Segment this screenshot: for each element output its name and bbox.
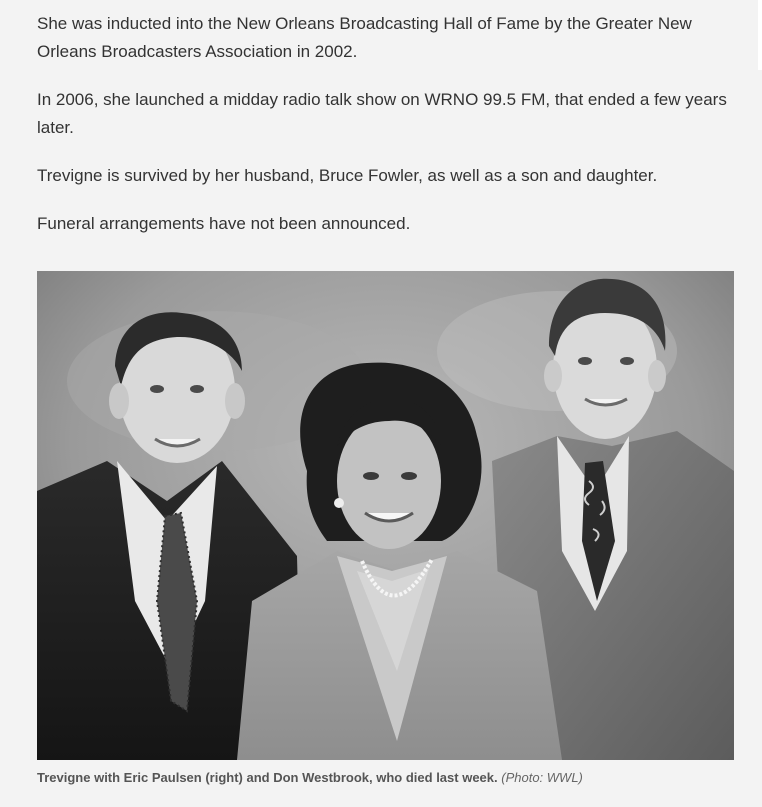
photo-illustration	[37, 271, 734, 760]
paragraph-hall-of-fame: She was inducted into the New Orleans Broadcasting Hall of Fame by the Greater New Orleans Broadcasters Association in 2002.	[37, 14, 692, 61]
article-photo[interactable]	[37, 271, 734, 760]
paragraph-funeral: Funeral arrangements have not been announced.	[37, 214, 411, 233]
scroll-edge	[758, 0, 762, 70]
paragraph-radio-show: In 2006, she launched a midday radio talk show on WRNO 99.5 FM, that ended a few years later.	[37, 90, 727, 137]
photo-caption	[37, 769, 737, 787]
article-body	[37, 10, 737, 258]
photo-credit: (Photo: WWL)	[501, 770, 583, 785]
caption-text: Trevigne with Eric Paulsen (right) and Don Westbrook, who died last week.	[37, 770, 498, 785]
paragraph-survivors: Trevigne is survived by her husband, Bruce Fowler, as well as a son and daughter.	[37, 166, 658, 185]
